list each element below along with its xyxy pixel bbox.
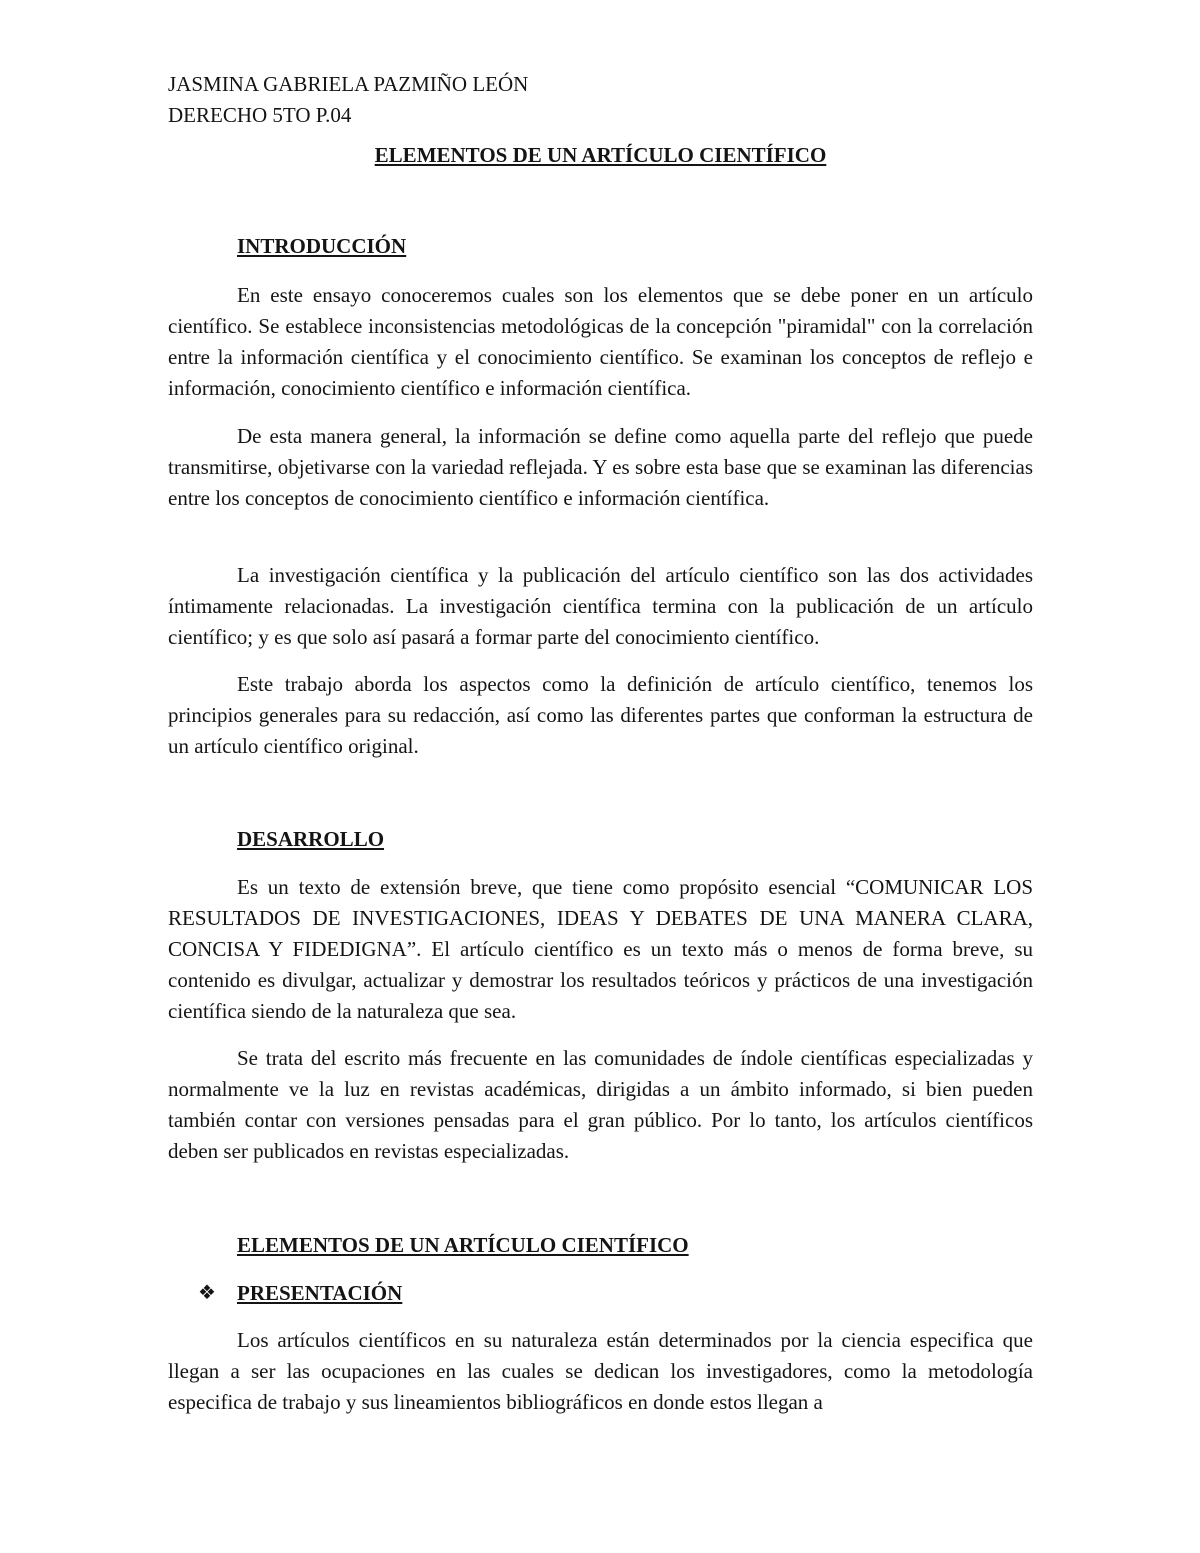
desarrollo-heading: DESARROLLO (237, 827, 385, 851)
desarrollo-paragraph-1: Es un texto de extensión breve, que tiene como propósito esencial “COMUNICAR LOS RESULTADOS DE INVESTIGACIONES, IDEAS Y DEBATES DE UNA MANERA CLARA, CONCISA Y FIDEDIGNA”. El artículo científico es un texto más o menos de forma breve, su contenido es divulgar, actualizar y demostrar los resultados teóricos y prácticos de una investigación científica siendo de la naturaleza que sea. (168, 875, 1033, 1023)
elementos-heading: ELEMENTOS DE UN ARTÍCULO CIENTÍFICO (237, 1233, 689, 1257)
diamond-dots-icon: ❖ (198, 1282, 216, 1304)
course-label: DERECHO 5TO P.04 (168, 103, 352, 127)
introduccion-paragraph-4: Este trabajo aborda los aspectos como la definición de artículo científico, tenemos los principios generales para su redacción, así como las diferentes partes que conforman la estructura de un artículo científico original. (168, 672, 1033, 758)
introduccion-paragraph-1: En este ensayo conoceremos cuales son los elementos que se debe poner en un artículo científico. Se establece inconsistencias metodológicas de la concepción "piramidal" con la correlación entre la información científica y el conocimiento científico. Se examinan los conceptos de reflejo e información, conocimiento científico e información científica. (168, 283, 1033, 400)
introduccion-heading: INTRODUCCIÓN (237, 234, 407, 258)
desarrollo-paragraph-2: Se trata del escrito más frecuente en las comunidades de índole científicas especializadas y normalmente ve la luz en revistas académicas, dirigidas a un ámbito informado, si bien pueden también contar con versiones pensadas para el gran público. Por lo tanto, los artículos científicos deben ser publicados en revistas especializadas. (168, 1046, 1033, 1163)
author-name: JASMINA GABRIELA PAZMIÑO LEÓN (168, 72, 529, 96)
introduccion-paragraph-2: De esta manera general, la información se define como aquella parte del reflejo que puede transmitirse, objetivarse con la variedad reflejada. Y es sobre esta base que se examinan las diferencias entre los conceptos de conocimiento científico e información científica. (168, 424, 1033, 510)
presentacion-paragraph-1: Los artículos científicos en su naturaleza están determinados por la ciencia especifica que llegan a ser las ocupaciones en las cuales se dedican los investigadores, como la metodología especifica de trabajo y sus lineamientos bibliográficos en donde estos llegan a (168, 1328, 1033, 1414)
introduccion-paragraph-3: La investigación científica y la publicación del artículo científico son las dos actividades íntimamente relacionadas. La investigación científica termina con la publicación de un artículo científico; y es que solo así pasará a formar parte del conocimiento científico. (168, 563, 1033, 649)
presentacion-subheading: PRESENTACIÓN (237, 1281, 403, 1305)
document-title: ELEMENTOS DE UN ARTÍCULO CIENTÍFICO (374, 143, 827, 167)
